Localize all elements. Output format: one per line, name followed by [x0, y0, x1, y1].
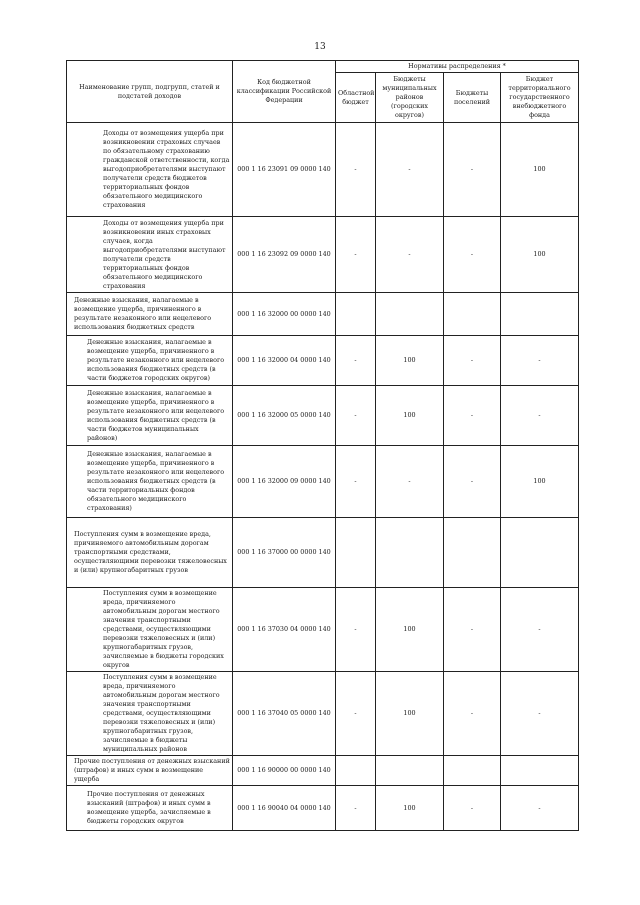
row-regional: - [336, 217, 376, 293]
row-regional: - [336, 672, 376, 756]
row-code: 000 1 16 32000 00 0000 140 [233, 293, 336, 336]
row-municipal: 100 [376, 588, 444, 672]
row-fund: - [501, 336, 579, 386]
header-settlements: Бюджеты поселений [444, 73, 501, 123]
header-norms: Нормативы распределения * [336, 61, 579, 73]
table-row [67, 217, 579, 293]
table-row [67, 446, 579, 518]
table-row [67, 293, 579, 336]
table-row [67, 386, 579, 446]
row-code: 000 1 16 23091 09 0000 140 [233, 123, 336, 217]
row-settlements [444, 293, 501, 336]
row-fund: - [501, 386, 579, 446]
row-code: 000 1 16 37030 04 0000 140 [233, 588, 336, 672]
table-row [67, 123, 579, 217]
row-municipal: - [376, 123, 444, 217]
row-name: Денежные взыскания, налагаемые в возмещение ущерба, причиненного в результате незаконного или нецелевого использования бюджетных средств [67, 293, 233, 336]
row-regional [336, 293, 376, 336]
row-name: Поступления сумм в возмещение вреда, причиняемого автомобильным дорогам транспортными средствами, осуществляющими перевозки тяжеловесных и (или) крупногабаритных грузов [67, 518, 233, 588]
row-fund: 100 [501, 217, 579, 293]
row-regional [336, 756, 376, 786]
row-municipal [376, 518, 444, 588]
row-municipal: 100 [376, 386, 444, 446]
row-fund [501, 518, 579, 588]
row-regional: - [336, 588, 376, 672]
row-fund: 100 [501, 123, 579, 217]
row-name: Денежные взыскания, налагаемые в возмещение ущерба, причиненного в результате незаконного или нецелевого использования бюджетных средств (в части территориальных фондов обязательного медицинского страхования) [67, 446, 233, 518]
row-fund [501, 756, 579, 786]
row-code: 000 1 16 90040 04 0000 140 [233, 786, 336, 831]
table-row [67, 786, 579, 831]
row-name: Доходы от возмещения ущерба при возникновении иных страховых случаев, когда выгодоприобретателями выступают получатели средств территориальных фондов обязательного медицинского страхования [67, 217, 233, 293]
row-settlements: - [444, 588, 501, 672]
row-settlements: - [444, 672, 501, 756]
header-regional: Областной бюджет [336, 73, 376, 123]
row-code: 000 1 16 32000 09 0000 140 [233, 446, 336, 518]
row-name: Прочие поступления от денежных взысканий (штрафов) и иных сумм в возмещение ущерба [67, 756, 233, 786]
distribution-table [66, 60, 579, 831]
row-regional: - [336, 786, 376, 831]
row-regional: - [336, 386, 376, 446]
table-row [67, 672, 579, 756]
row-settlements: - [444, 123, 501, 217]
row-municipal: 100 [376, 672, 444, 756]
row-municipal: - [376, 217, 444, 293]
row-name: Поступления сумм в возмещение вреда, причиняемого автомобильным дорогам местного значения транспортными средствами, осуществляющими перевозки тяжеловесных и (или) крупногабаритных грузов, зачисляемые в бюджеты муниципальных районов [67, 672, 233, 756]
table-row [67, 336, 579, 386]
row-municipal [376, 756, 444, 786]
row-settlements: - [444, 786, 501, 831]
row-regional: - [336, 446, 376, 518]
row-name: Доходы от возмещения ущерба при возникновении страховых случаев по обязательному страхованию гражданской ответственности, когда выгодоприобретателями выступают получатели средств бюджетов территориальных фондов обязательного медицинского страхования [67, 123, 233, 217]
row-fund [501, 293, 579, 336]
row-settlements: - [444, 386, 501, 446]
row-name: Денежные взыскания, налагаемые в возмещение ущерба, причиненного в результате незаконного или нецелевого использования бюджетных средств (в части бюджетов городских округов) [67, 336, 233, 386]
row-regional: - [336, 336, 376, 386]
page-number: 13 [314, 42, 326, 52]
row-settlements [444, 518, 501, 588]
row-fund: - [501, 588, 579, 672]
header-name: Наименование групп, подгрупп, статей и подстатей доходов [67, 61, 233, 123]
row-settlements [444, 756, 501, 786]
row-code: 000 1 16 32000 05 0000 140 [233, 386, 336, 446]
row-fund: - [501, 786, 579, 831]
row-fund: 100 [501, 446, 579, 518]
row-settlements: - [444, 336, 501, 386]
table-row [67, 518, 579, 588]
header-municipal: Бюджеты муниципальных районов (городских округов) [376, 73, 444, 123]
row-name: Денежные взыскания, налагаемые в возмещение ущерба, причиненного в результате незаконного или нецелевого использования бюджетных средств (в части бюджетов муниципальных районов) [67, 386, 233, 446]
row-municipal: 100 [376, 786, 444, 831]
row-name: Прочие поступления от денежных взысканий (штрафов) и иных сумм в возмещение ущерба, зачисляемые в бюджеты городских округов [67, 786, 233, 831]
row-settlements: - [444, 446, 501, 518]
row-code: 000 1 16 37000 00 0000 140 [233, 518, 336, 588]
row-name: Поступления сумм в возмещение вреда, причиняемого автомобильным дорогам местного значения транспортными средствами, осуществляющими перевозки тяжеловесных и (или) крупногабаритных грузов, зачисляемые в бюджеты городских округов [67, 588, 233, 672]
row-regional [336, 518, 376, 588]
row-municipal: 100 [376, 336, 444, 386]
table-row [67, 756, 579, 786]
header-fund: Бюджет территориального государственного внебюджетного фонда [501, 73, 579, 123]
row-municipal: - [376, 446, 444, 518]
row-code: 000 1 16 90000 00 0000 140 [233, 756, 336, 786]
table-row [67, 588, 579, 672]
row-regional: - [336, 123, 376, 217]
row-settlements: - [444, 217, 501, 293]
row-code: 000 1 16 37040 05 0000 140 [233, 672, 336, 756]
row-code: 000 1 16 32000 04 0000 140 [233, 336, 336, 386]
row-municipal [376, 293, 444, 336]
row-fund: - [501, 672, 579, 756]
header-code: Код бюджетной классификации Российской Федерации [233, 61, 336, 123]
row-code: 000 1 16 23092 09 0000 140 [233, 217, 336, 293]
